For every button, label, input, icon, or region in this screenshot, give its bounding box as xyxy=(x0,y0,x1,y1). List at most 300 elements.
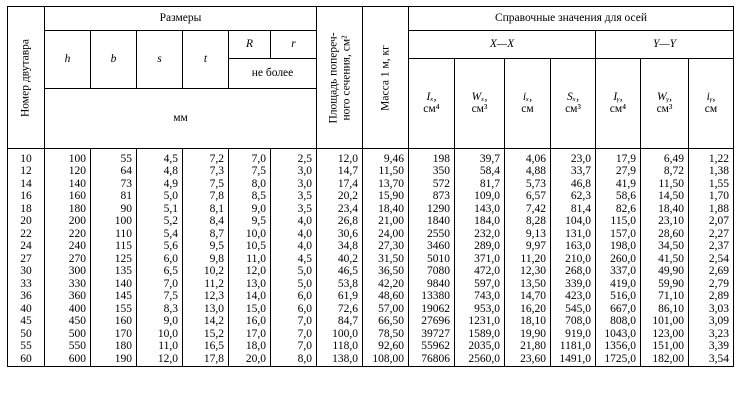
table-cell: 17,9 xyxy=(596,149,641,166)
table-cell: 9,8 xyxy=(183,253,229,266)
table-cell: 24,00 xyxy=(363,228,409,241)
table-cell: 12,30 xyxy=(505,266,551,279)
table-cell: 9,13 xyxy=(505,228,551,241)
table-cell: 13,70 xyxy=(363,178,409,191)
table-cell: 12,0 xyxy=(317,149,363,166)
table-cell: 419,0 xyxy=(596,278,641,291)
table-cell: 14,70 xyxy=(505,291,551,304)
table-cell: 180 xyxy=(45,203,91,216)
table-cell: 572 xyxy=(409,178,455,191)
table-cell: 82,6 xyxy=(596,203,641,216)
table-cell: 140 xyxy=(45,178,91,191)
table-cell: 11,0 xyxy=(137,341,183,354)
table-cell: 23,4 xyxy=(317,203,363,216)
table-cell: 8,28 xyxy=(505,216,551,229)
table-cell: 18,40 xyxy=(363,203,409,216)
table-cell: 26,8 xyxy=(317,216,363,229)
table-row xyxy=(8,191,734,204)
table-cell: 200 xyxy=(45,216,91,229)
table-cell: 1589,0 xyxy=(455,328,505,341)
header-reference: Справочные значения для осей xyxy=(409,7,734,31)
table-cell: 7,0 xyxy=(271,328,317,341)
table-cell: 743,0 xyxy=(455,291,505,304)
table-cell: 8,5 xyxy=(229,191,271,204)
table-cell: 40,2 xyxy=(317,253,363,266)
table-cell: 270 xyxy=(45,253,91,266)
table-cell: 300 xyxy=(45,266,91,279)
table-cell: 61,9 xyxy=(317,291,363,304)
table-cell: 500 xyxy=(45,328,91,341)
table-cell: 220 xyxy=(45,228,91,241)
table-cell: 2,54 xyxy=(689,253,734,266)
table-cell: 36,50 xyxy=(363,266,409,279)
header-axis-xx: X—X xyxy=(409,31,596,59)
table-row xyxy=(8,266,734,279)
table-cell: 232,0 xyxy=(455,228,505,241)
header-axis-yy: Y—Y xyxy=(596,31,734,59)
table-cell: 5,2 xyxy=(137,216,183,229)
table-cell: 8,3 xyxy=(137,303,183,316)
header-t: t xyxy=(183,31,229,89)
table-cell: 18,40 xyxy=(641,203,689,216)
table-cell: 1,88 xyxy=(689,203,734,216)
table-cell: 5,73 xyxy=(505,178,551,191)
table-cell: 8,0 xyxy=(271,353,317,366)
table-cell: 8,72 xyxy=(641,166,689,179)
table-cell: 6,49 xyxy=(641,149,689,166)
table-cell: 120 xyxy=(45,166,91,179)
table-cell: 18,0 xyxy=(229,341,271,354)
table-cell: 5,4 xyxy=(137,228,183,241)
table-cell: 39,7 xyxy=(455,149,505,166)
table-cell: 11,2 xyxy=(183,278,229,291)
table-cell: 3,09 xyxy=(689,316,734,329)
table-cell: 115,0 xyxy=(596,216,641,229)
table-cell: 55 xyxy=(91,149,137,166)
table-cell: 2,37 xyxy=(689,241,734,254)
table-cell: 145 xyxy=(91,291,137,304)
table-row xyxy=(8,203,734,216)
header-mm: мм xyxy=(45,89,317,149)
beam-number-cell: 30 xyxy=(8,266,45,279)
table-row xyxy=(8,178,734,191)
table-cell: 9840 xyxy=(409,278,455,291)
table-cell: 27,9 xyxy=(596,166,641,179)
table-cell: 125 xyxy=(91,253,137,266)
header-Sx: Sₓ, см³ xyxy=(551,59,596,149)
beam-number-cell: 55 xyxy=(8,341,45,354)
beam-number-cell: 36 xyxy=(8,291,45,304)
table-cell: 14,50 xyxy=(641,191,689,204)
table-cell: 550 xyxy=(45,341,91,354)
table-cell: 115 xyxy=(91,241,137,254)
table-cell: 39727 xyxy=(409,328,455,341)
table-body xyxy=(8,149,734,367)
table-cell: 11,50 xyxy=(363,166,409,179)
table-cell: 15,0 xyxy=(229,303,271,316)
table-cell: 78,50 xyxy=(363,328,409,341)
table-cell: 337,0 xyxy=(596,266,641,279)
beam-number-cell: 60 xyxy=(8,353,45,366)
table-cell: 330 xyxy=(45,278,91,291)
table-cell: 1,70 xyxy=(689,191,734,204)
beam-number-cell: 18 xyxy=(8,203,45,216)
table-cell: 135 xyxy=(91,266,137,279)
table-cell: 10,5 xyxy=(229,241,271,254)
table-cell: 873 xyxy=(409,191,455,204)
table-row xyxy=(8,353,734,366)
table-cell: 151,00 xyxy=(641,341,689,354)
table-cell: 4,5 xyxy=(271,253,317,266)
table-cell: 163,0 xyxy=(551,241,596,254)
table-cell: 14,0 xyxy=(229,291,271,304)
beam-number-cell: 22 xyxy=(8,228,45,241)
table-cell: 198 xyxy=(409,149,455,166)
table-cell: 953,0 xyxy=(455,303,505,316)
table-cell: 2,27 xyxy=(689,228,734,241)
header-b: b xyxy=(91,31,137,89)
beam-number-cell: 45 xyxy=(8,316,45,329)
table-cell: 3,5 xyxy=(271,203,317,216)
table-cell: 155 xyxy=(91,303,137,316)
table-cell: 1,55 xyxy=(689,178,734,191)
table-row xyxy=(8,149,734,166)
table-cell: 289,0 xyxy=(455,241,505,254)
i-beam-table xyxy=(7,6,734,367)
table-cell: 140 xyxy=(91,278,137,291)
table-cell: 5,0 xyxy=(137,191,183,204)
table-cell: 10,0 xyxy=(229,228,271,241)
table-cell: 6,0 xyxy=(271,303,317,316)
table-row xyxy=(8,228,734,241)
table-cell: 4,88 xyxy=(505,166,551,179)
table-cell: 198,0 xyxy=(596,241,641,254)
table-cell: 4,0 xyxy=(271,228,317,241)
table-cell: 2,79 xyxy=(689,278,734,291)
beam-number-cell: 27 xyxy=(8,253,45,266)
table-cell: 184,0 xyxy=(455,216,505,229)
table-cell: 42,20 xyxy=(363,278,409,291)
header-not-more: не более xyxy=(229,59,317,89)
table-row xyxy=(8,328,734,341)
table-cell: 100,0 xyxy=(317,328,363,341)
table-cell: 190 xyxy=(91,353,137,366)
header-area: Площадь попереч-ного сечения, см² xyxy=(317,7,363,149)
table-cell: 14,7 xyxy=(317,166,363,179)
table-cell: 170 xyxy=(91,328,137,341)
table-cell: 350 xyxy=(409,166,455,179)
table-cell: 118,0 xyxy=(317,341,363,354)
table-cell: 2,5 xyxy=(271,149,317,166)
table-cell: 73 xyxy=(91,178,137,191)
table-cell: 100 xyxy=(91,216,137,229)
table-cell: 6,0 xyxy=(271,291,317,304)
header-mass: Масса 1 м, кг xyxy=(363,7,409,149)
table-cell: 7,0 xyxy=(271,341,317,354)
table-cell: 450 xyxy=(45,316,91,329)
table-cell: 5010 xyxy=(409,253,455,266)
header-Iy: Iᵧ, см⁴ xyxy=(596,59,641,149)
table-cell: 12,0 xyxy=(229,266,271,279)
table-cell: 16,0 xyxy=(229,316,271,329)
table-cell: 1,22 xyxy=(689,149,734,166)
table-cell: 27696 xyxy=(409,316,455,329)
beam-number-cell: 20 xyxy=(8,216,45,229)
table-cell: 6,5 xyxy=(137,266,183,279)
header-Wy: Wᵧ, см³ xyxy=(641,59,689,149)
table-cell: 17,4 xyxy=(317,178,363,191)
table-cell: 81,4 xyxy=(551,203,596,216)
table-row xyxy=(8,303,734,316)
table-cell: 90 xyxy=(91,203,137,216)
table-cell: 34,50 xyxy=(641,241,689,254)
table-cell: 3,03 xyxy=(689,303,734,316)
table-cell: 30,6 xyxy=(317,228,363,241)
table-cell: 339,0 xyxy=(551,278,596,291)
header-ix: iₓ, см xyxy=(505,59,551,149)
table-cell: 4,9 xyxy=(137,178,183,191)
table-cell: 23,0 xyxy=(551,149,596,166)
table-cell: 1290 xyxy=(409,203,455,216)
table-cell: 53,8 xyxy=(317,278,363,291)
table-cell: 57,00 xyxy=(363,303,409,316)
table-cell: 667,0 xyxy=(596,303,641,316)
table-cell: 23,10 xyxy=(641,216,689,229)
table-cell: 123,00 xyxy=(641,328,689,341)
table-cell: 1231,0 xyxy=(455,316,505,329)
table-row xyxy=(8,341,734,354)
table-cell: 8,0 xyxy=(229,178,271,191)
table-cell: 100 xyxy=(45,149,91,166)
table-row xyxy=(8,241,734,254)
table-cell: 516,0 xyxy=(596,291,641,304)
table-cell: 15,90 xyxy=(363,191,409,204)
table-cell: 1181,0 xyxy=(551,341,596,354)
table-cell: 3,54 xyxy=(689,353,734,366)
table-cell: 3,5 xyxy=(271,191,317,204)
table-cell: 34,8 xyxy=(317,241,363,254)
table-cell: 597,0 xyxy=(455,278,505,291)
beam-number-cell: 16 xyxy=(8,191,45,204)
table-cell: 46,5 xyxy=(317,266,363,279)
table-cell: 109,0 xyxy=(455,191,505,204)
table-cell: 76806 xyxy=(409,353,455,366)
table-cell: 7,0 xyxy=(229,149,271,166)
table-row xyxy=(8,291,734,304)
table-cell: 5,1 xyxy=(137,203,183,216)
table-cell: 17,8 xyxy=(183,353,229,366)
table-cell: 59,90 xyxy=(641,278,689,291)
table-cell: 9,5 xyxy=(183,241,229,254)
beam-number-cell: 12 xyxy=(8,166,45,179)
table-cell: 92,60 xyxy=(363,341,409,354)
table-cell: 3,39 xyxy=(689,341,734,354)
table-cell: 371,0 xyxy=(455,253,505,266)
table-cell: 7,0 xyxy=(137,278,183,291)
table-cell: 7,5 xyxy=(137,291,183,304)
table-cell: 84,7 xyxy=(317,316,363,329)
table-cell: 10,0 xyxy=(137,328,183,341)
table-cell: 5,6 xyxy=(137,241,183,254)
table-cell: 41,50 xyxy=(641,253,689,266)
header-r: r xyxy=(271,31,317,59)
table-cell: 2560,0 xyxy=(455,353,505,366)
table-cell: 33,7 xyxy=(551,166,596,179)
table-cell: 17,0 xyxy=(229,328,271,341)
table-cell: 2,69 xyxy=(689,266,734,279)
table-cell: 545,0 xyxy=(551,303,596,316)
table-cell: 240 xyxy=(45,241,91,254)
table-cell: 7,5 xyxy=(229,166,271,179)
table-cell: 55962 xyxy=(409,341,455,354)
table-cell: 20,0 xyxy=(229,353,271,366)
table-cell: 160 xyxy=(45,191,91,204)
table-cell: 31,50 xyxy=(363,253,409,266)
beam-number-cell: 24 xyxy=(8,241,45,254)
table-cell: 4,0 xyxy=(271,216,317,229)
beam-number-cell: 40 xyxy=(8,303,45,316)
table-cell: 101,00 xyxy=(641,316,689,329)
table-row xyxy=(8,278,734,291)
beam-number-cell: 14 xyxy=(8,178,45,191)
table-cell: 7,8 xyxy=(183,191,229,204)
table-cell: 48,60 xyxy=(363,291,409,304)
table-cell: 11,50 xyxy=(641,178,689,191)
table-cell: 6,57 xyxy=(505,191,551,204)
table-cell: 3,23 xyxy=(689,328,734,341)
table-cell: 5,0 xyxy=(271,278,317,291)
header-h: h xyxy=(45,31,91,89)
table-cell: 28,60 xyxy=(641,228,689,241)
table-cell: 81 xyxy=(91,191,137,204)
table-cell: 13,50 xyxy=(505,278,551,291)
table-cell: 7,3 xyxy=(183,166,229,179)
table-cell: 9,0 xyxy=(137,316,183,329)
table-cell: 72,6 xyxy=(317,303,363,316)
table-cell: 110 xyxy=(91,228,137,241)
table-cell: 708,0 xyxy=(551,316,596,329)
table-cell: 108,00 xyxy=(363,353,409,366)
table-cell: 7,0 xyxy=(271,316,317,329)
table-cell: 160 xyxy=(91,316,137,329)
table-cell: 58,4 xyxy=(455,166,505,179)
table-cell: 4,06 xyxy=(505,149,551,166)
table-cell: 7,42 xyxy=(505,203,551,216)
table-cell: 1725,0 xyxy=(596,353,641,366)
table-cell: 21,00 xyxy=(363,216,409,229)
table-cell: 138,0 xyxy=(317,353,363,366)
table-cell: 8,7 xyxy=(183,228,229,241)
table-cell: 58,6 xyxy=(596,191,641,204)
table-cell: 15,2 xyxy=(183,328,229,341)
beam-number-cell: 33 xyxy=(8,278,45,291)
table-cell: 64 xyxy=(91,166,137,179)
table-cell: 143,0 xyxy=(455,203,505,216)
table-row xyxy=(8,166,734,179)
table-cell: 4,8 xyxy=(137,166,183,179)
table-cell: 2,89 xyxy=(689,291,734,304)
table-cell: 16,5 xyxy=(183,341,229,354)
table-cell: 49,90 xyxy=(641,266,689,279)
header-s: s xyxy=(137,31,183,89)
table-cell: 10,2 xyxy=(183,266,229,279)
table-cell: 808,0 xyxy=(596,316,641,329)
table-cell: 4,0 xyxy=(271,241,317,254)
table-cell: 71,10 xyxy=(641,291,689,304)
table-cell: 400 xyxy=(45,303,91,316)
table-cell: 19,90 xyxy=(505,328,551,341)
table-cell: 23,60 xyxy=(505,353,551,366)
table-cell: 5,0 xyxy=(271,266,317,279)
table-cell: 2,07 xyxy=(689,216,734,229)
table-cell: 423,0 xyxy=(551,291,596,304)
table-cell: 3,0 xyxy=(271,178,317,191)
header-dimensions: Размеры xyxy=(45,7,317,31)
table-cell: 9,46 xyxy=(363,149,409,166)
table-cell: 13,0 xyxy=(229,278,271,291)
table-cell: 41,9 xyxy=(596,178,641,191)
table-cell: 2035,0 xyxy=(455,341,505,354)
table-cell: 1840 xyxy=(409,216,455,229)
table-cell: 131,0 xyxy=(551,228,596,241)
table-cell: 13380 xyxy=(409,291,455,304)
table-cell: 9,0 xyxy=(229,203,271,216)
table-cell: 18,10 xyxy=(505,316,551,329)
table-cell: 62,3 xyxy=(551,191,596,204)
table-cell: 86,10 xyxy=(641,303,689,316)
table-cell: 260,0 xyxy=(596,253,641,266)
table-cell: 180 xyxy=(91,341,137,354)
table-cell: 11,20 xyxy=(505,253,551,266)
table-cell: 4,5 xyxy=(137,149,183,166)
table-cell: 16,20 xyxy=(505,303,551,316)
table-cell: 7,2 xyxy=(183,149,229,166)
table-cell: 9,5 xyxy=(229,216,271,229)
table-cell: 157,0 xyxy=(596,228,641,241)
table-cell: 7080 xyxy=(409,266,455,279)
table-cell: 472,0 xyxy=(455,266,505,279)
table-cell: 600 xyxy=(45,353,91,366)
table-cell: 8,1 xyxy=(183,203,229,216)
table-cell: 19062 xyxy=(409,303,455,316)
table-cell: 21,80 xyxy=(505,341,551,354)
table-cell: 6,0 xyxy=(137,253,183,266)
table-cell: 1356,0 xyxy=(596,341,641,354)
table-cell: 3460 xyxy=(409,241,455,254)
table-cell: 1,38 xyxy=(689,166,734,179)
table-cell: 12,3 xyxy=(183,291,229,304)
beam-number-cell: 10 xyxy=(8,149,45,166)
table-cell: 104,0 xyxy=(551,216,596,229)
table-cell: 1043,0 xyxy=(596,328,641,341)
table-cell: 8,4 xyxy=(183,216,229,229)
table-cell: 360 xyxy=(45,291,91,304)
table-row xyxy=(8,216,734,229)
table-cell: 13,0 xyxy=(183,303,229,316)
table-cell: 2550 xyxy=(409,228,455,241)
table-cell: 14,2 xyxy=(183,316,229,329)
table-cell: 11,0 xyxy=(229,253,271,266)
table-row xyxy=(8,316,734,329)
table-cell: 919,0 xyxy=(551,328,596,341)
header-Ix: Iₓ, см⁴ xyxy=(409,59,455,149)
table-cell: 210,0 xyxy=(551,253,596,266)
table-cell: 81,7 xyxy=(455,178,505,191)
header-beam-number: Номер двутавра xyxy=(8,7,45,149)
table-cell: 12,0 xyxy=(137,353,183,366)
table-cell: 46,8 xyxy=(551,178,596,191)
header-Wx: Wₓ, см³ xyxy=(455,59,505,149)
